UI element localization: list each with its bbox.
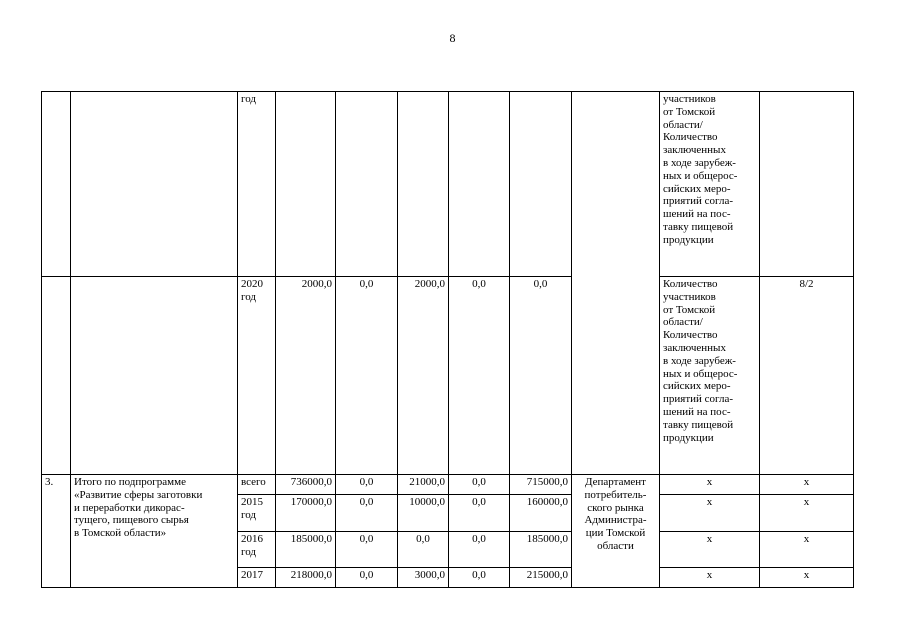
total-cell bbox=[276, 92, 336, 277]
target-value-cell: х bbox=[760, 568, 854, 588]
executor-cell: Департамент потребитель- ского рынка Администра- ции Томской области bbox=[572, 475, 660, 588]
table-row bbox=[42, 475, 854, 495]
target-value-cell: х bbox=[760, 532, 854, 568]
extra-budget-cell: 185000,0 bbox=[510, 532, 572, 568]
total-cell: 218000,0 bbox=[276, 568, 336, 588]
number-cell bbox=[42, 277, 71, 475]
indicator-cell: Количество участников от Томской области/ Количество заключенных в ходе зарубеж- ных и общерос- сийских меро- приятий согла- шений на пос- тавку пищевой продукции bbox=[660, 277, 760, 475]
local-cell: 0,0 bbox=[449, 568, 510, 588]
target-value-cell: х bbox=[760, 475, 854, 495]
name-cell: Итого по подпрограмме «Развитие сферы заготовки и переработки дикорас- тущего, пищевого сырья в Томской области» bbox=[71, 475, 238, 588]
federal-cell: 0,0 bbox=[336, 475, 398, 495]
regional-cell: 10000,0 bbox=[398, 495, 449, 532]
local-cell: 0,0 bbox=[449, 475, 510, 495]
regional-cell: 21000,0 bbox=[398, 475, 449, 495]
local-cell: 0,0 bbox=[449, 277, 510, 475]
local-cell bbox=[449, 92, 510, 277]
indicator-cell: х bbox=[660, 495, 760, 532]
name-cell bbox=[71, 92, 238, 277]
year-cell: 2016 год bbox=[238, 532, 276, 568]
indicator-cell: участников от Томской области/ Количество заключенных в ходе зарубеж- ных и общерос- сийских меро- приятий согла- шений на пос- тавку пищевой продукции bbox=[660, 92, 760, 277]
year-cell: 2017 bbox=[238, 568, 276, 588]
program-table bbox=[41, 91, 854, 588]
federal-cell bbox=[336, 92, 398, 277]
regional-cell: 0,0 bbox=[398, 532, 449, 568]
total-cell: 2000,0 bbox=[276, 277, 336, 475]
indicator-cell: х bbox=[660, 475, 760, 495]
federal-cell: 0,0 bbox=[336, 495, 398, 532]
extra-budget-cell: 160000,0 bbox=[510, 495, 572, 532]
number-cell bbox=[42, 92, 71, 277]
page-number: 8 bbox=[449, 31, 456, 45]
extra-budget-cell: 215000,0 bbox=[510, 568, 572, 588]
federal-cell: 0,0 bbox=[336, 532, 398, 568]
table-row bbox=[42, 92, 854, 277]
regional-cell: 2000,0 bbox=[398, 277, 449, 475]
table-row bbox=[42, 277, 854, 475]
executor-cell bbox=[572, 92, 660, 475]
federal-cell: 0,0 bbox=[336, 277, 398, 475]
federal-cell: 0,0 bbox=[336, 568, 398, 588]
extra-budget-cell bbox=[510, 92, 572, 277]
year-cell: год bbox=[238, 92, 276, 277]
indicator-cell: х bbox=[660, 568, 760, 588]
total-cell: 736000,0 bbox=[276, 475, 336, 495]
year-cell: 2020 год bbox=[238, 277, 276, 475]
number-cell: 3. bbox=[42, 475, 71, 588]
year-cell: всего bbox=[238, 475, 276, 495]
extra-budget-cell: 715000,0 bbox=[510, 475, 572, 495]
name-cell bbox=[71, 277, 238, 475]
regional-cell: 3000,0 bbox=[398, 568, 449, 588]
regional-cell bbox=[398, 92, 449, 277]
target-value-cell: 8/2 bbox=[760, 277, 854, 475]
year-cell: 2015 год bbox=[238, 495, 276, 532]
total-cell: 185000,0 bbox=[276, 532, 336, 568]
local-cell: 0,0 bbox=[449, 495, 510, 532]
total-cell: 170000,0 bbox=[276, 495, 336, 532]
local-cell: 0,0 bbox=[449, 532, 510, 568]
indicator-cell: х bbox=[660, 532, 760, 568]
extra-budget-cell: 0,0 bbox=[510, 277, 572, 475]
target-value-cell bbox=[760, 92, 854, 277]
target-value-cell: х bbox=[760, 495, 854, 532]
